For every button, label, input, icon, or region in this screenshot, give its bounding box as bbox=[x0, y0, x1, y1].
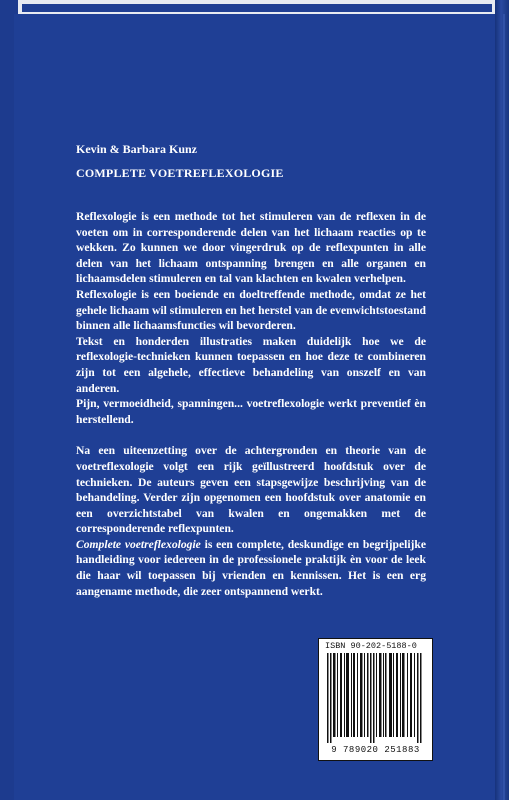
spine-highlight bbox=[503, 14, 505, 800]
blurb-paragraph: Reflexologie is een methode tot het stimuleren van de reflexen in de voeten om in corresponderende delen van het lichaam reacties op te wekken. Zo kunnen we door vingerdruk op de reflexpunten in alle delen van het lichaam ontspanning brengen en alle organen en lichaamsdelen stimuleren en tal van klachten en kwalen verhelpen. bbox=[76, 210, 426, 286]
cover-top-board bbox=[22, 4, 492, 12]
barcode-icon bbox=[327, 653, 424, 743]
blurb-final-text: is een complete, deskundige en begrijpelijke handleiding voor iedereen in de professionele praktijk èn voor de leek die haar wil toepassen bij vrienden en kennissen. Het is een erg aangename methode, die zeer ontspannend werkt. bbox=[76, 537, 426, 598]
blurb-paragraph: Na een uiteenzetting over de achtergronden en theorie van de voetreflexologie volgt een rijk geïllustreerd hoofdstuk over de technieken. De auteurs geven een stapsgewijze beschrijving van de behandeling. Verder zijn opgenomen een hoofdstuk over anatomie en een overzichtstabel van kwalen en ongemakken met de corresponderende reflexpunten. bbox=[76, 444, 426, 536]
author-name: Kevin & Barbara Kunz bbox=[76, 142, 198, 156]
blurb-paragraph-final bbox=[76, 537, 426, 599]
isbn-label: ISBN 90-202-5188-0 bbox=[325, 641, 417, 651]
book-title: COMPLETE VOETREFLEXOLOGIE bbox=[76, 166, 284, 180]
book-spine bbox=[495, 0, 509, 800]
isbn-barcode-box bbox=[318, 638, 433, 761]
title-italic: Complete voetreflexologie bbox=[76, 537, 201, 551]
blurb-paragraph: Reflexologie is een boeiende en doeltreffende methode, omdat ze het gehele lichaam wil stimuleren en het herstel van de evenwichtstoestand binnen alle lichaamsfuncties wil bevorderen. bbox=[76, 287, 426, 333]
blurb-paragraph: Pijn, vermoeidheid, spanningen... voetreflexologie werkt preventief èn herstellend. bbox=[76, 397, 426, 426]
blurb-paragraph: Tekst en honderden illustraties maken duidelijk hoe we de reflexologie-technieken kunnen toepassen en hoe deze te combineren zijn tot een algehele, effectieve behandeling van onszelf en van anderen. bbox=[76, 334, 426, 395]
barcode-number: 9 789020 251883 bbox=[331, 745, 420, 755]
blurb-text bbox=[76, 209, 426, 599]
